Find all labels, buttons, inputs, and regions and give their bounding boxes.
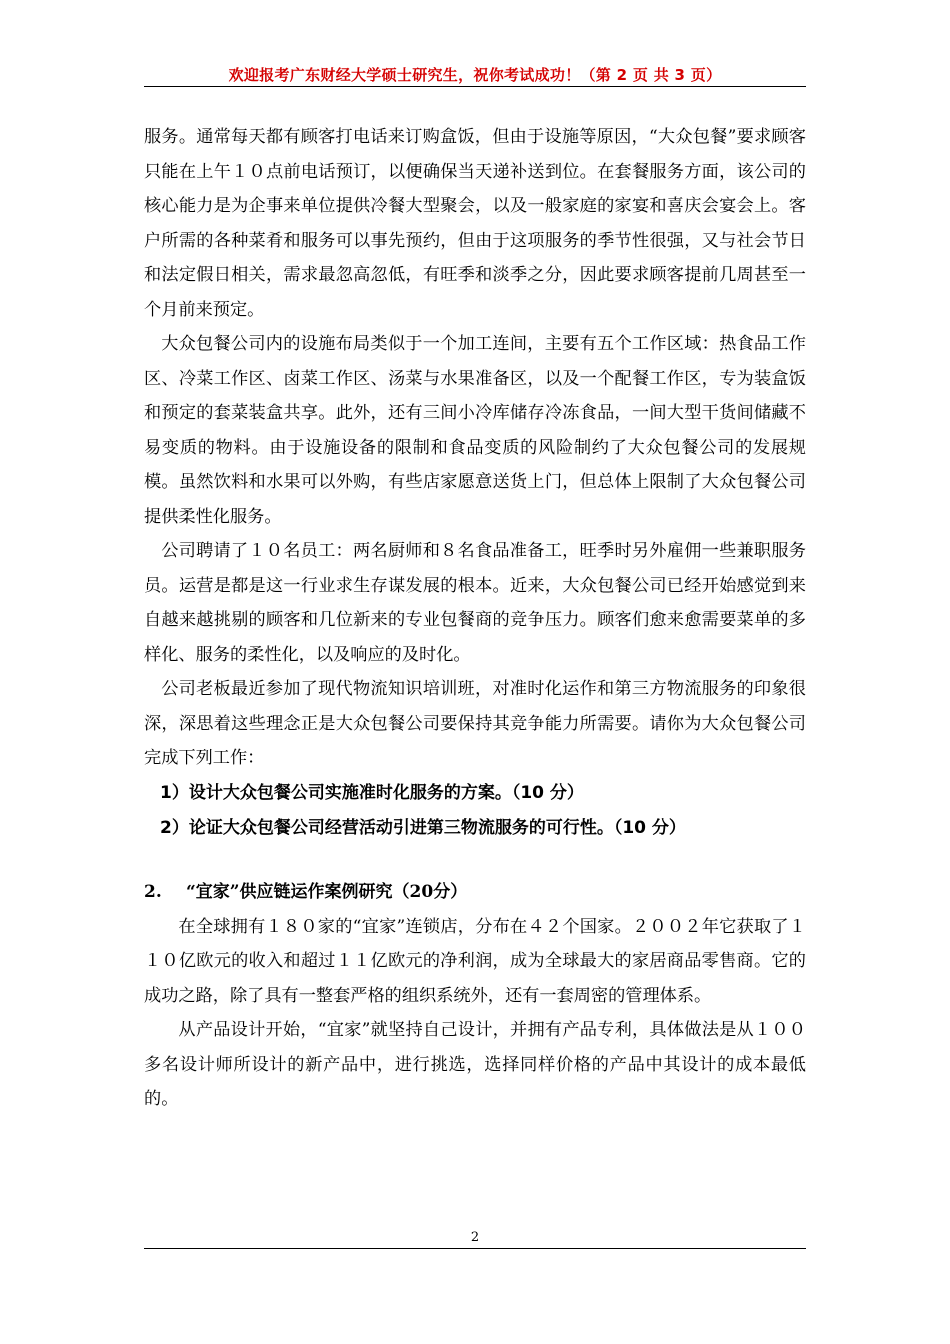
paragraph-continued-services: 服务。通常每天都有顾客打电话来订购盒饭，但由于设施等原因，“大众包餐”要求顾客只能在上午１０点前电话预订，以便确保当天递补送到位。在套餐服务方面，该公司的核心能力是为企事来单位提供冷餐大型聚会，以及一般家庭的家宴和喜庆会宴会上。客户所需的各种菜肴和服务可以事先预约，但由于这项服务的季节性很强，又与社会节日和法定假日相关，需求最忽高忽低，有旺季和淡季之分，因此要求顾客提前几周甚至一个月前来预定。 <box>144 127 806 320</box>
paragraph-facility-layout: 大众包餐公司内的设施布局类似于一个加工连间，主要有五个工作区域：热食品工作区、冷菜工作区、卤菜工作区、汤菜与水果准备区，以及一个配餐工作区，专为装盒饭和预定的套菜装盒共享。此外，还有三间小冷库储存冷冻食品，一间大型干货间储藏不易变质的物料。由于设施设备的限制和食品变质的风险制约了大众包餐公司的发展规模。虽然饮料和水果可以外购，有些店家愿意送货上门，但总体上限制了大众包餐公司提供柔性化服务。 <box>144 334 806 527</box>
paragraph-owner-training: 公司老板最近参加了现代物流知识培训班，对准时化运作和第三方物流服务的印象很深，深思着这些理念正是大众包餐公司要保持其竞争能力所需要。请你为大众包餐公司完成下列工作： <box>144 679 806 768</box>
section-title: “宜家”供应链运作案例研究（20分） <box>186 881 468 902</box>
page-header: 欢迎报考广东财经大学硕士研究生，祝你考试成功！（第 2 页 共 3 页） <box>228 66 722 84</box>
document-body <box>144 120 806 1117</box>
footer-divider <box>144 1248 806 1249</box>
task-item-1: 1）设计大众包餐公司实施准时化服务的方案。（10 分） <box>160 782 584 803</box>
section-heading <box>144 874 806 910</box>
paragraph-ikea-design: 从产品设计开始，“宜家”就坚持自己设计，并拥有产品专利，具体做法是从１００多名设计师所设计的新产品中，进行挑选，选择同样价格的产品中其设计的成本最低的。 <box>144 1020 806 1109</box>
page-number: 2 <box>470 1230 480 1245</box>
paragraph-ikea-overview: 在全球拥有１８０家的“宜家”连锁店，分布在４２个国家。２００２年它获取了１１０亿欧元的收入和超过１１亿欧元的净利润，成为全球最大的家居商品零售商。它的成功之路，除了具有一整套严格的组织系统外，还有一套周密的管理体系。 <box>144 916 806 1006</box>
task-item-2: 2）论证大众包餐公司经营活动引进第三物流服务的可行性。（10 分） <box>160 817 686 838</box>
header-divider <box>144 86 806 87</box>
section-number: 2. <box>144 881 162 902</box>
paragraph-staff: 公司聘请了１０名员工：两名厨师和８名食品准备工，旺季时另外雇佣一些兼职服务员。运营是都是这一行业求生存谋发展的根本。近来，大众包餐公司已经开始感觉到来自越来越挑剔的顾客和几位新来的专业包餐商的竞争压力。顾客们愈来愈需要菜单的多样化、服务的柔性化，以及响应的及时化。 <box>144 541 806 665</box>
